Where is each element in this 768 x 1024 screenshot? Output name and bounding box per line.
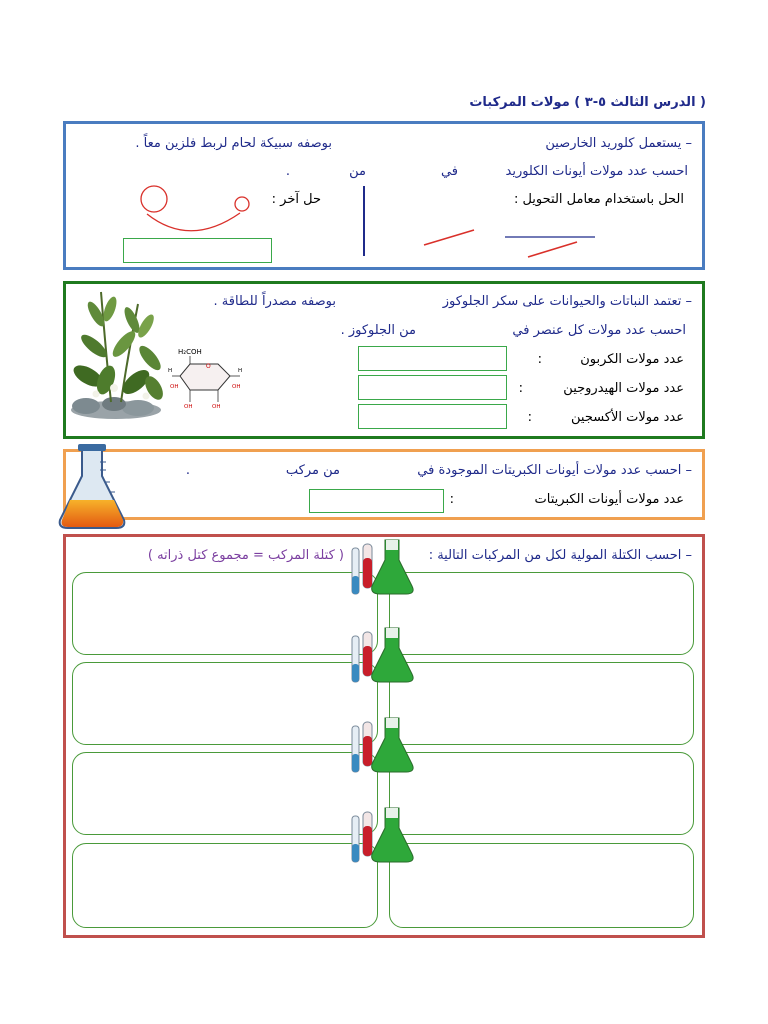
molar-mass-box-right-3[interactable] [389, 752, 694, 835]
molar-mass-box-left-3[interactable] [72, 752, 378, 835]
molar-mass-box-right-1[interactable] [389, 572, 694, 655]
s3-line1-dot: . [185, 463, 190, 478]
s1-handwritten-marks [0, 0, 768, 300]
s1-line2-from: من [349, 164, 366, 179]
lab-glassware-icon-3 [348, 718, 422, 774]
s2-row-hydrogen-label: عدد مولات الهيدروجين [563, 381, 684, 396]
s1-line2-dot: . [285, 164, 290, 179]
red-slash-2 [528, 242, 577, 257]
svg-text:O: O [206, 363, 211, 370]
s1-line2-start: احسب عدد مولات أيونات الكلوريد [505, 164, 688, 179]
red-circle-small [235, 197, 249, 211]
svg-text:H: H [238, 368, 243, 374]
orange-flask-icon [54, 442, 134, 532]
s3-line1-compound: من مركب [285, 463, 340, 478]
s1-line1-start: – يستعمل كلوريد الخارصين [545, 136, 692, 151]
s4-instruction: – احسب الكتلة المولية لكل من المركبات التالية : [428, 548, 692, 563]
svg-text:OH: OH [212, 404, 221, 410]
s2-row-hydrogen-colon: : [518, 381, 523, 396]
svg-text:H₂COH: H₂COH [178, 348, 202, 356]
molar-mass-box-left-4[interactable] [72, 843, 378, 928]
svg-text:OH: OH [232, 384, 241, 390]
lesson-title: ( الدرس الثالث ٥-٣ ) مولات المركبات [469, 95, 706, 110]
molar-mass-box-right-4[interactable] [389, 843, 694, 928]
s2-line1-start: – تعتمد النباتات والحيوانات على سكر الجلوكوز [442, 294, 692, 309]
s2-line1-end: بوصفه مصدراً للطاقة . [213, 294, 336, 309]
molar-mass-box-right-2[interactable] [389, 662, 694, 745]
molar-mass-box-left-2[interactable] [72, 662, 378, 745]
s2-hydrogen-answer-box[interactable] [358, 375, 507, 400]
s1-line2-in: في [440, 164, 458, 179]
s2-oxygen-answer-box[interactable] [358, 404, 507, 429]
lab-glassware-icon-2 [348, 628, 422, 684]
s1-method-conversion: الحل باستخدام معامل التحويل : [513, 192, 684, 207]
svg-text:OH: OH [170, 384, 179, 390]
glucose-molecule-diagram [168, 344, 250, 410]
s2-row-carbon-colon: : [537, 352, 542, 367]
s3-line1-start: – احسب عدد مولات أيونات الكبريتات الموجودة في [417, 463, 692, 478]
s2-carbon-answer-box[interactable] [358, 346, 507, 371]
s1-method-other: حل آخر : [271, 192, 321, 207]
s1-answer-box[interactable] [123, 238, 272, 263]
s3-answer-box[interactable] [309, 489, 444, 513]
s2-line2-start: احسب عدد مولات كل عنصر في [512, 323, 686, 338]
svg-text:H: H [168, 368, 173, 374]
s2-row-carbon-label: عدد مولات الكربون [580, 352, 684, 367]
red-arc [147, 213, 240, 231]
molar-mass-box-left-1[interactable] [72, 572, 378, 655]
s3-row-label: عدد مولات أيونات الكبريتات [534, 492, 684, 507]
svg-text:OH: OH [184, 404, 193, 410]
lab-glassware-icon-1 [348, 540, 422, 596]
s2-row-oxygen-label: عدد مولات الأكسجين [571, 410, 684, 425]
lab-glassware-icon-4 [348, 808, 422, 864]
plant-illustration [66, 284, 179, 434]
s1-line1-end: بوصفه سبيكة لحام لربط فلزين معاً . [135, 136, 332, 151]
s2-row-oxygen-colon: : [527, 410, 532, 425]
s3-row-colon: : [449, 492, 454, 507]
s4-hint: ( كتلة المركب = مجموع كتل ذراته ) [147, 548, 344, 563]
red-slash-1 [424, 230, 474, 245]
red-circle-large [141, 186, 167, 212]
s2-line2-end: من الجلوكوز . [340, 323, 416, 338]
